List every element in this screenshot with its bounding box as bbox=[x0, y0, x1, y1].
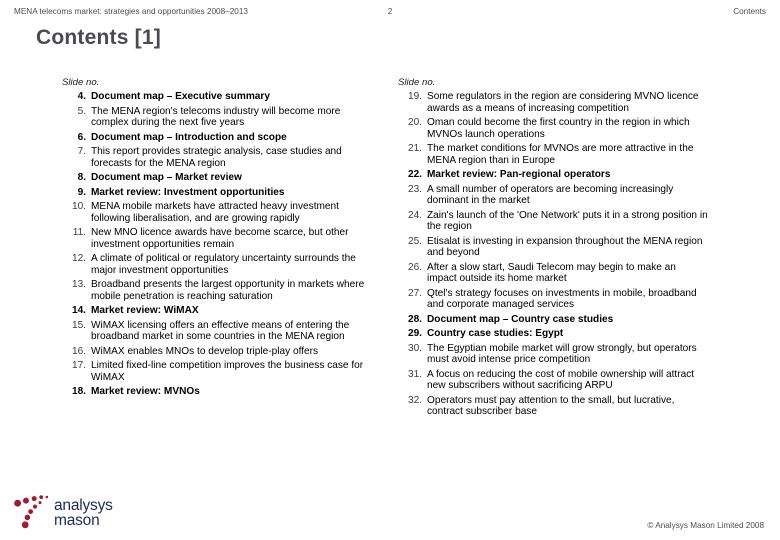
column-heading-slide-no: Slide no. bbox=[398, 77, 436, 88]
slide-header bbox=[0, 5, 780, 19]
page-title: Contents [1] bbox=[36, 26, 161, 49]
toc-entry-label: Qtel's strategy focuses on investments in mobile, broadband and corporate managed services bbox=[427, 287, 697, 311]
toc-entry[interactable] bbox=[398, 343, 708, 367]
toc-entry-label: Some regulators in the region are considering MVNO licence awards as a means of increasing competition bbox=[427, 91, 699, 114]
toc-entry[interactable] bbox=[398, 91, 708, 115]
toc-entry-number: 28. bbox=[407, 313, 422, 325]
toc-entry-number: 12. bbox=[71, 253, 86, 264]
contents-column-left bbox=[62, 77, 372, 400]
toc-entry-number: 18. bbox=[71, 385, 86, 397]
toc-entry-label: The market conditions for MVNOs are more attractive in the MENA region than in Europe bbox=[427, 143, 694, 166]
toc-entry-number: 22. bbox=[407, 169, 422, 180]
toc-list-left bbox=[62, 91, 372, 398]
toc-entry[interactable] bbox=[398, 117, 708, 141]
toc-entry-label: Zain's launch of the 'One Network' puts it in a strong position in the region bbox=[427, 209, 708, 233]
logo-word-line1: analysys bbox=[54, 497, 113, 514]
analysys-mason-dots-swoosh-icon bbox=[14, 494, 56, 532]
toc-entry[interactable] bbox=[398, 369, 708, 393]
toc-entry-label: Broadband presents the largest opportunity in markets where mobile penetration is reaching saturation bbox=[91, 279, 365, 302]
toc-entry[interactable] bbox=[398, 314, 708, 326]
toc-entry[interactable] bbox=[62, 305, 372, 317]
toc-entry-label: Document map – Introduction and scope bbox=[91, 131, 287, 143]
toc-entry[interactable] bbox=[62, 360, 372, 384]
toc-entry-label: Operators must pay attention to the small, but lucrative, contract subscriber base bbox=[427, 394, 675, 418]
toc-entry-label: Market review: MVNOs bbox=[91, 385, 200, 397]
toc-entry-label: Market review: WiMAX bbox=[91, 305, 199, 316]
toc-entry[interactable] bbox=[62, 253, 372, 277]
toc-entry-number: 9. bbox=[77, 186, 86, 198]
toc-entry-number: 17. bbox=[71, 359, 86, 371]
toc-entry[interactable] bbox=[62, 91, 372, 103]
toc-entry-number: 21. bbox=[407, 143, 422, 154]
toc-entry-number: 5. bbox=[77, 105, 86, 117]
toc-entry-number: 16. bbox=[71, 345, 86, 357]
toc-entry-label: The Egyptian mobile market will grow strongly, but operators must avoid intense price competition bbox=[427, 342, 697, 366]
toc-entry-number: 31. bbox=[407, 368, 422, 380]
toc-entry-number: 20. bbox=[407, 117, 422, 128]
toc-entry-label: Country case studies: Egypt bbox=[427, 328, 564, 339]
toc-entry-label: Limited fixed-line competition improves the business case for WiMAX bbox=[91, 359, 364, 383]
toc-entry[interactable] bbox=[62, 132, 372, 144]
toc-entry-number: 24. bbox=[407, 209, 422, 221]
toc-entry-number: 11. bbox=[72, 227, 86, 238]
toc-entry-label: Market review: Pan-regional operators bbox=[427, 169, 611, 180]
analysys-mason-logo bbox=[14, 492, 144, 536]
toc-entry[interactable] bbox=[62, 146, 372, 170]
toc-entry[interactable] bbox=[62, 201, 372, 225]
toc-entry-number: 7. bbox=[77, 146, 86, 157]
toc-entry-number: 4. bbox=[77, 91, 86, 102]
toc-entry-number: 27. bbox=[407, 287, 422, 299]
toc-entry-label: After a slow start, Saudi Telecom may begin to make an impact outside its home market bbox=[427, 261, 676, 285]
toc-entry-label: WiMAX licensing offers an effective means of entering the broadband market in some countries in the MENA region bbox=[91, 319, 350, 343]
toc-entry[interactable] bbox=[62, 187, 372, 199]
toc-entry[interactable] bbox=[398, 143, 708, 167]
toc-entry-label: New MNO licence awards have become scarce, but other investment opportunities remain bbox=[91, 227, 349, 250]
toc-entry[interactable] bbox=[398, 169, 708, 181]
toc-entry-number: 10. bbox=[71, 201, 86, 212]
toc-entry[interactable] bbox=[62, 227, 372, 251]
header-page-number: 2 bbox=[387, 7, 393, 16]
toc-entry-number: 23. bbox=[407, 183, 422, 195]
toc-entry[interactable] bbox=[398, 236, 708, 260]
toc-entry-label: Etisalat is investing in expansion throughout the MENA region and beyond bbox=[427, 235, 703, 259]
toc-entry[interactable] bbox=[62, 279, 372, 303]
logo-word-line2: mason bbox=[54, 512, 100, 529]
toc-entry-number: 14. bbox=[71, 305, 86, 316]
toc-entry[interactable] bbox=[62, 386, 372, 398]
toc-entry[interactable] bbox=[398, 288, 708, 312]
toc-entry-label: Market review: Investment opportunities bbox=[91, 186, 285, 198]
header-document-title: MENA telecoms market: strategies and opportunities 2008–2013 bbox=[14, 7, 248, 16]
toc-entry-label: A focus on reducing the cost of mobile ownership will attract new subscribers without sacrificing ARPU bbox=[427, 368, 695, 392]
toc-entry-label: The MENA region's telecoms industry will become more complex during the next five years bbox=[91, 105, 341, 129]
contents-column-right bbox=[398, 77, 708, 421]
toc-entry-label: This report provides strategic analysis, case studies and forecasts for the MENA region bbox=[91, 146, 342, 169]
toc-entry-number: 29. bbox=[407, 328, 422, 339]
toc-entry-number: 25. bbox=[407, 235, 422, 247]
logo-wordmark bbox=[54, 498, 113, 528]
toc-entry[interactable] bbox=[398, 262, 708, 286]
toc-entry-number: 30. bbox=[407, 342, 422, 354]
toc-entry-label: Oman could become the first country in the region in which MVNOs launch operations bbox=[427, 117, 690, 140]
toc-entry-label: MENA mobile markets have attracted heavy investment following liberalisation, and are growing rapidly bbox=[91, 201, 339, 224]
toc-list-right bbox=[398, 91, 708, 418]
toc-entry-number: 19. bbox=[407, 91, 422, 102]
toc-entry-number: 8. bbox=[77, 172, 86, 183]
toc-entry-number: 26. bbox=[407, 261, 422, 273]
toc-entry[interactable] bbox=[398, 328, 708, 340]
toc-entry-label: WiMAX enables MNOs to develop triple-play offers bbox=[91, 345, 319, 357]
toc-entry-number: 13. bbox=[71, 279, 86, 290]
toc-entry[interactable] bbox=[62, 106, 372, 130]
column-heading-slide-no: Slide no. bbox=[62, 77, 100, 88]
footer-copyright: © Analysys Mason Limited 2008 bbox=[647, 521, 764, 530]
toc-entry[interactable] bbox=[398, 395, 708, 419]
toc-entry-number: 6. bbox=[77, 131, 86, 143]
toc-entry[interactable] bbox=[62, 320, 372, 344]
toc-entry-label: Document map – Executive summary bbox=[91, 91, 270, 102]
toc-entry[interactable] bbox=[62, 346, 372, 358]
toc-entry-number: 15. bbox=[71, 319, 86, 331]
toc-entry-label: Document map – Country case studies bbox=[427, 313, 614, 325]
toc-entry-label: A small number of operators are becoming increasingly dominant in the market bbox=[427, 183, 674, 207]
toc-entry-label: A climate of political or regulatory uncertainty surrounds the major investment opportunities bbox=[91, 253, 356, 276]
toc-entry-label: Document map – Market review bbox=[91, 172, 242, 183]
toc-entry[interactable] bbox=[398, 210, 708, 234]
toc-entry[interactable] bbox=[62, 172, 372, 184]
header-section-label: Contents bbox=[733, 7, 766, 16]
toc-entry[interactable] bbox=[398, 184, 708, 208]
toc-entry-number: 32. bbox=[407, 394, 422, 406]
